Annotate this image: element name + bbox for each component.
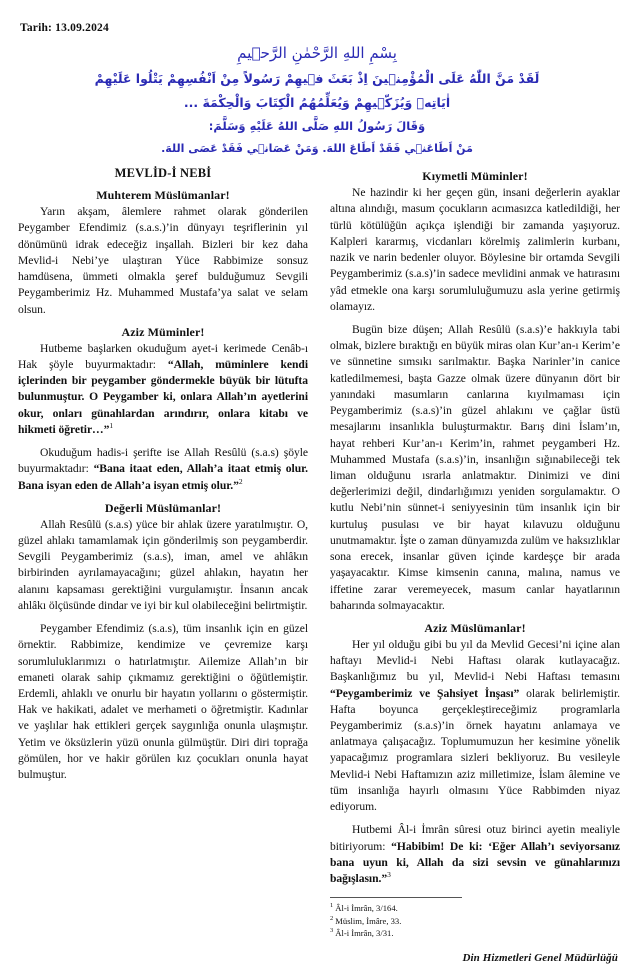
quote-lead-in: Okuduğum hadis-i şerifte ise Allah Resûlü (s.a.s) şöyle buyurmaktadır: [18, 446, 308, 476]
basmala-text: بِسْمِ اللهِ الرَّحْمٰنِ الرَّح۪يمِ [237, 44, 397, 62]
footnote-item [330, 915, 620, 927]
paragraph-closing-quote [330, 822, 620, 887]
paragraph: Allah Resûlü (s.a.s) yüce bir ahlak üzere yaratılmıştır. O, güzel ahlakı tamamlamak için gönderilmiş son peygamberdir. Sevgili Peygamberimiz (s.a.s), iman, amel ve ahlâkın birbirinden ayrılamayacağını; güzel ahlakın, hayatın her alanını kapsaması gerektiğini vurgulamıştır. İnsanın ancak ahlâkı ölçüsünde dindar ve iyi bir kul olabileceğini belirtmiştir. [18, 517, 308, 612]
footnotes-section [330, 897, 620, 939]
paragraph: Bugün bize düşen; Allah Resûlü (s.a.s)’e hakkıyla tabi olmak, bizlere bıraktığı en büyük miras olan Kur’an-ı Kerim’e ve sünnetine sımsıkı sarılmaktır. Başka Narinler’in canice katledilmemesi, başta Gazze olmak üzere dünyanın dört bir yanındaki masumların canlarına kıyılmaması için Peygamberimiz (s.a.s)’in güzel ahlakını ve çağlar üstü mesajlarını insanlıkla buluşturmaktır. Barış dini İslam’ın, hayat rehberi Kur’an-ı Kerim’in, rahmet peygamberi Hz. Muhammed Mustafa (s.a.s)’in, insanlığın sığınabileceği tek liman olduğunu ısrarla anlatmaktır. Dinimizi ve dini değerlerimizi değil, dindarlığımızı yeniden sorgulamaktır. O kutlu Nebi’nin sünnet-i seniyyesinin tüm insanlık için bir kurtuluş pusulası ve bir hayat kılavuzu olduğunu unutmamaktır. İşte o zaman dünyamızda zulüm ve haksızlıklar sona erecek, insanlar güven içinde kardeşçe bir arada yaşayacaktır. Kimse kimsenin canına, malına, namus ve iffetine zarar veremeyecek, masum canlar hayatlarının baharında solmayacaktır. [330, 323, 620, 612]
footnote-item [330, 902, 620, 914]
paragraph: Ne hazindir ki her geçen gün, insani değerlerin ayaklar altına alındığı, masum çocukların acımasızca katledildiği, her türlü kötülüğün açıkça işlendiği bir zamanda yaşıyoruz. Kalpleri kararmış, vicdanları körelmiş zalimlerin kurbanı, nazik ve narin bedenler oluyor. Böylesine bir ortamda Sevgili Peygamberimiz (s.a.s)’in sadece mevlidini anmak ve hatırasını yâd etmekle ona karşı sorumluluğumuzu asla yerine getirmiş olamayız. [330, 186, 620, 313]
footnote-divider [330, 897, 462, 898]
footnote-ref: 2 [238, 476, 243, 486]
right-column [330, 162, 620, 963]
footnote-text: Müslim, İmâre, 33. [335, 915, 402, 926]
quote-lead-in: Hutbeme başlarken okuduğum ayet-i kerimede Cenâb-ı Hak şöyle buyurmaktadır: [18, 341, 308, 371]
footnote-number: 2 [330, 914, 334, 922]
quote-lead-in: Hutbemi Âl-i İmrân sûresi otuz birinci ayetin mealiyle bitiriyorum: [330, 823, 620, 853]
footnote-item [330, 927, 620, 939]
paragraph: Peygamber Efendimiz (s.a.s), tüm insanlık için en güzel örnektir. Rabbimize, kendimize ve çevremize karşı sorumluluklarımızı o hatırlatmıştır. Ailemize Allah’ın bir emaneti olarak sahip çıkmamız gerektiğini o öğütlemiştir. Erdemli, ahlaklı ve onurlu bir hayatın yollarını o göstermiştir. Hak ve hakikati, adalet ve merhameti o öğretmiştir. Kadınlar ve yaşlılar hak ettikleri gerçek saygınlığa onunla ulaşmıştır. Yetim ve öksüzlerin yüzü onunla gülmüştür. Diri diri toprağa gömülen, hor ve hakir görülen kız çocukları onunla hayat bulmuştur. [18, 622, 308, 782]
hadith-text-arabic: مَنْ اَطَاعَن۪ي فَقَدْ اَطَاعَ اللهَ. وَمَنْ عَصَان۪ي فَقَدْ عَصَى اللهَ. [161, 142, 473, 156]
two-column-body [18, 162, 622, 963]
hadith-quote-text: “Bana itaat eden, Allah’a itaat etmiş olur. Bana isyan eden de Allah’a isyan etmiş olur.” [18, 462, 308, 492]
paragraph: Yarın akşam, âlemlere rahmet olarak gönderilen Peygamber Efendimiz (s.a.s.)’in dünyayı teşriflerinin yıl dönümünü idrak edeceğiz inşallah. Bizleri bir kez daha Mevlid-i Nebi’ye ulaştıran Yüce Rabbimize sonsuz hamdüsena, ümmeti olmakla şeref bulduğumuz Sevgili Peygamberimiz Hz. Muhammed Mustafa’ya salat ve selam olsun. [18, 205, 308, 316]
week-theme-title: “Peygamberimiz ve Şahsiyet İnşası” [330, 686, 520, 700]
quran-verse-line-2: اٰيَاتِه۪ وَيُزَكّ۪يهِمْ وَيُعَلِّمُهُمُ الْكِتَابَ وَالْحِكْمَةَ ... [183, 94, 451, 110]
paragraph-hadith-quote [18, 445, 308, 494]
issuing-authority-signature: Din Hizmetleri Genel Müdürlüğü [462, 951, 618, 964]
paragraph-quran-quote [18, 341, 308, 438]
footnote-number: 1 [330, 902, 334, 910]
quran-quote-text: “Allah, müminlere kendi içlerinden bir peygamber göndermekle büyük bir lütufta bulunmuştur. O Peygamber ki, onlara Allah’ın ayetlerini okur, onları günahlardan arındırır, onlara kitabı ve hikmeti öğretir…” [18, 358, 308, 436]
closing-quran-quote: “Habibim! De ki: ‘Eğer Allah’ı seviyorsanız bana uyun ki, Allah da sizi sevsin ve günahlarınızı bağışlasın.” [330, 839, 620, 885]
footnote-ref: 3 [387, 870, 391, 880]
footnote-ref: 1 [109, 421, 114, 431]
footnote-text: Âl-i İmrân, 3/164. [335, 903, 398, 914]
section-heading-aziz-muslumanlar: Aziz Müslümanlar! [424, 620, 526, 635]
theme-continuation: olarak belirlemiştir. Hafta boyunca gerçekleştireceğimiz programlarla Peygamberimiz (s.a.s)’in örnek hayatını anlamaya ve anlatmaya çalışacağız. Toplumumuzun her kesimine yönelik yapacağımız programlara sizleri bekliyoruz. Bu vesileyle Mevlid-i Nebi Haftamızın aziz milletimize, İslam âlemine ve tüm insanlığa hayırlı olmasını Yüce Rabbimden niyaz ediyorum. [330, 686, 620, 814]
quran-verse-line-1: لَقَدْ مَنَّ اللّٰهُ عَلَى الْمُؤْمِن۪ينَ اِذْ بَعَثَ ف۪يهِمْ رَسُولاً مِنْ اَنْفُسِهِمْ يَتْلُوا عَلَيْهِمْ [94, 70, 540, 86]
section-heading-kiymetli: Kıymetli Müminler! [422, 169, 528, 184]
footnote-number: 3 [330, 927, 334, 935]
arabic-scripture-block [18, 42, 622, 160]
paragraph-theme [330, 637, 620, 815]
left-column [18, 162, 308, 783]
page-title: MEVLİD-İ NEBİ [114, 166, 212, 181]
hadith-intro-arabic: وَقَالَ رَسُولُ اللهِ صَلَّى اللهُ عَلَيْهِ وَسَلَّمَ: [208, 119, 426, 134]
section-heading-muhterem: Muhterem Müslümanlar! [96, 188, 230, 203]
date-label: Tarih: 13.09.2024 [20, 22, 109, 34]
section-heading-aziz-muminler: Aziz Müminler! [121, 324, 205, 339]
section-heading-degerli: Değerli Müslümanlar! [104, 500, 222, 515]
footnote-text: Âl-i İmrân, 3/31. [335, 928, 394, 939]
theme-lead-in: Her yıl olduğu gibi bu yıl da Mevlid Gecesi’ni içine alan haftayı Mevlid-i Nebi Haftası olarak kutlayacağız. Başkanlığımız bu yıl, Mevlid-i Nebi Haftası temasını [330, 637, 620, 684]
